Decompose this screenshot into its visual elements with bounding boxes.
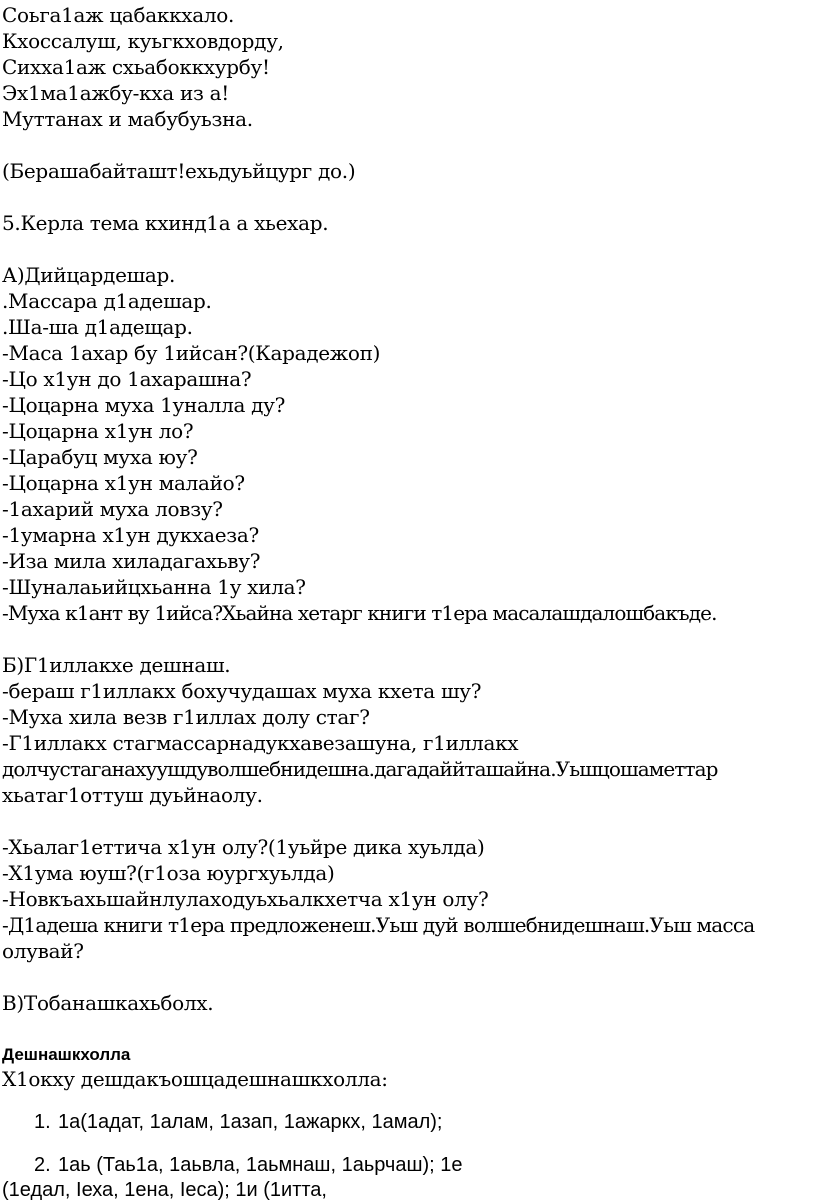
part-b-line: хьатаг1оттуш дуьйнаолу. (2, 783, 263, 807)
part-a-line: .Массара д1адешар. (2, 289, 212, 313)
intro-line: Сихха1аж схьабоккхурбу! (2, 55, 270, 79)
part-b-line: -Г1иллакх стагмассарнадукхавезашуна, г1иллакх (2, 731, 519, 755)
part-a-line: -Царабуц муха юу? (2, 445, 198, 469)
part-b-line: -Хьалаг1еттича х1ун олу?(1уьйре дика хуьлда) (2, 835, 485, 859)
part-v-title: В)Тобанашкахьболх. (2, 991, 214, 1015)
section-title: 5.Керла тема кхинд1а а хьехар. (2, 211, 329, 235)
part-a-line: -Шуналаьийцхьанна 1у хила? (2, 575, 306, 599)
part-b-line: -Новкъахьшайнлулаходуьхьалкхетча х1ун олу? (2, 887, 489, 911)
part-a-line: -Цоцарна муха 1уналла ду? (2, 393, 286, 417)
list-number: 2. (34, 1154, 51, 1176)
list-item-continuation: (1едал, Iеха, 1ена, Iеса); 1и (1итта, (2, 1179, 327, 1201)
intro-line: Эх1ма1ажбу-кха из а! (2, 81, 230, 105)
vocab-intro: Х1окху дешдакъошцадешнашкхолла: (2, 1067, 388, 1091)
part-b-line: -Д1адеша книги т1ера предложенеш.Уьш дуй волшебнидешнаш.Уьш масса (2, 913, 755, 937)
part-a-line: -1ахарий муха ловзу? (2, 497, 223, 521)
note-line: (Берашабайташт!ехьдуьйцург до.) (2, 159, 356, 183)
part-b-line: -бераш г1иллакх бохучудашах муха кхета шу? (2, 679, 482, 703)
part-a-line: -1умарна х1ун дукхаеза? (2, 523, 259, 547)
list-item: 1аь (Таь1а, 1аьвла, 1аьмнаш, 1аьрчаш); 1е (58, 1154, 463, 1176)
part-a-line: -Цо х1ун до 1ахарашна? (2, 367, 252, 391)
part-a-line: .Ша-ша д1адещар. (2, 315, 193, 339)
part-a-line: -Маса 1ахар бу 1ийсан?(Карадежоп) (2, 341, 381, 365)
part-b-line: олувай? (2, 939, 84, 963)
part-a-line: -Цоцарна х1ун ло? (2, 419, 194, 443)
intro-line: Соьга1аж цабаккхало. (2, 3, 235, 27)
part-a-line: -Муха к1ант ву 1ийса?Хьайна хетарг книги т1ера масалашдалошбакъде. (2, 601, 717, 625)
list-item: 1а(1адат, 1алам, 1азап, 1ажаркх, 1амал); (58, 1111, 443, 1133)
part-a-line: -Иза мила хиладагахьву? (2, 549, 261, 573)
intro-line: Кхоссалуш, куьгкховдорду, (2, 29, 284, 53)
intro-line: Муттанах и мабубуьзна. (2, 107, 253, 131)
part-b-line: долчустаганахуушдуволшебнидешна.дагадаййташайна.Уьшцошаметтар (2, 757, 718, 781)
part-a-title: А)Дийцардешар. (2, 263, 176, 287)
vocab-heading: Дешнашкхолла (2, 1045, 131, 1064)
part-a-line: -Цоцарна х1ун малайо? (2, 471, 245, 495)
part-b-line: -Х1ума юуш?(г1оза юургхуьлда) (2, 861, 335, 885)
list-number: 1. (34, 1111, 51, 1133)
part-b-title: Б)Г1иллакхе дешнаш. (2, 653, 231, 677)
part-b-line: -Муха хила везв г1иллах долу стаг? (2, 705, 370, 729)
